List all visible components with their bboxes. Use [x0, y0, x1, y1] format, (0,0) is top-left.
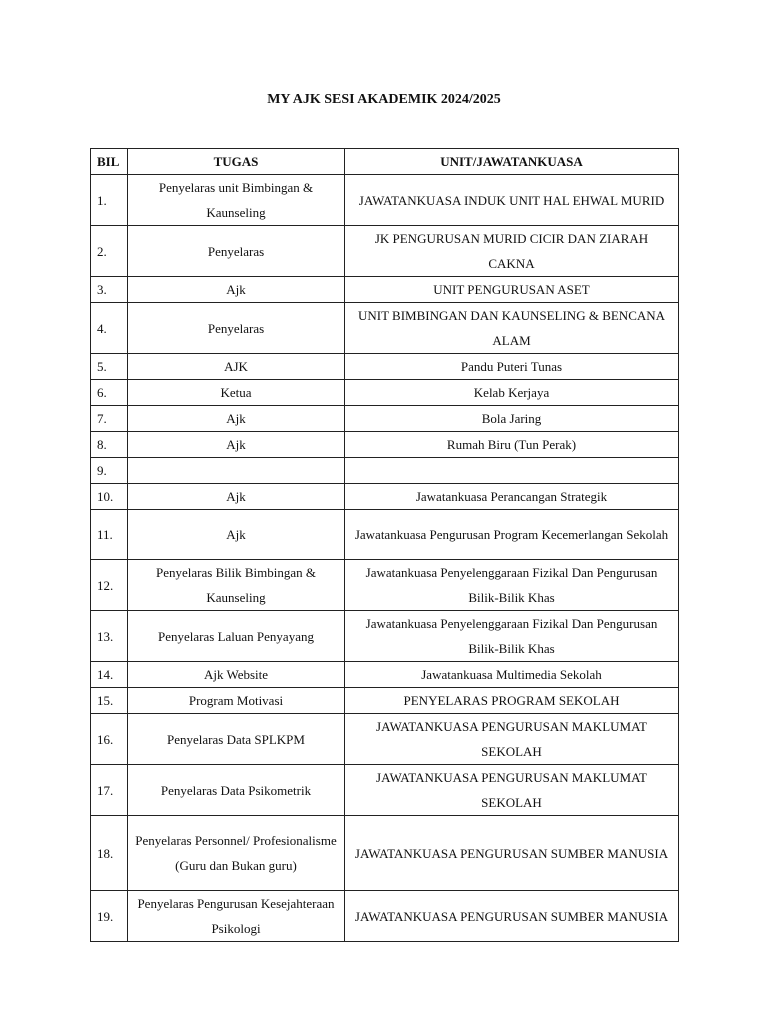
cell-tugas: Ajk	[128, 406, 345, 432]
cell-bil: 7.	[91, 406, 128, 432]
cell-bil: 16.	[91, 714, 128, 765]
cell-bil: 4.	[91, 303, 128, 354]
table-row	[91, 175, 679, 226]
table-row	[91, 484, 679, 510]
table-row	[91, 277, 679, 303]
table-row	[91, 611, 679, 662]
cell-bil: 2.	[91, 226, 128, 277]
cell-unit: JAWATANKUASA INDUK UNIT HAL EHWAL MURID	[345, 175, 679, 226]
cell-bil: 5.	[91, 354, 128, 380]
cell-bil: 8.	[91, 432, 128, 458]
cell-tugas: Penyelaras Data Psikometrik	[128, 765, 345, 816]
table-row	[91, 714, 679, 765]
cell-bil: 18.	[91, 816, 128, 891]
cell-unit: JAWATANKUASA PENGURUSAN MAKLUMAT SEKOLAH	[345, 765, 679, 816]
cell-unit: Kelab Kerjaya	[345, 380, 679, 406]
cell-bil: 1.	[91, 175, 128, 226]
table-row	[91, 226, 679, 277]
cell-tugas: Penyelaras Pengurusan Kesejahteraan Psikologi	[128, 891, 345, 942]
table-row	[91, 432, 679, 458]
table-row	[91, 458, 679, 484]
cell-tugas: Ajk	[128, 484, 345, 510]
ajk-table	[90, 148, 679, 942]
table-row	[91, 560, 679, 611]
cell-bil: 6.	[91, 380, 128, 406]
cell-tugas: Ajk	[128, 277, 345, 303]
document-title: MY AJK SESI AKADEMIK 2024/2025	[267, 92, 501, 107]
cell-bil: 3.	[91, 277, 128, 303]
cell-tugas: AJK	[128, 354, 345, 380]
cell-unit: JK PENGURUSAN MURID CICIR DAN ZIARAH CAKNA	[345, 226, 679, 277]
cell-bil: 15.	[91, 688, 128, 714]
table-row	[91, 891, 679, 942]
table-row	[91, 816, 679, 891]
cell-tugas: Penyelaras Laluan Penyayang	[128, 611, 345, 662]
cell-bil: 12.	[91, 560, 128, 611]
cell-tugas: Ajk	[128, 432, 345, 458]
table-row	[91, 406, 679, 432]
header-unit: UNIT/JAWATANKUASA	[345, 149, 679, 175]
cell-tugas: Penyelaras unit Bimbingan & Kaunseling	[128, 175, 345, 226]
table-row	[91, 354, 679, 380]
cell-tugas: Penyelaras Personnel/ Profesionalisme (Guru dan Bukan guru)	[128, 816, 345, 891]
cell-unit: Jawatankuasa Penyelenggaraan Fizikal Dan Pengurusan Bilik-Bilik Khas	[345, 611, 679, 662]
cell-tugas: Penyelaras Bilik Bimbingan & Kaunseling	[128, 560, 345, 611]
cell-tugas: Program Motivasi	[128, 688, 345, 714]
header-tugas: TUGAS	[128, 149, 345, 175]
cell-tugas: Ketua	[128, 380, 345, 406]
cell-unit: Jawatankuasa Penyelenggaraan Fizikal Dan Pengurusan Bilik-Bilik Khas	[345, 560, 679, 611]
table-row	[91, 688, 679, 714]
cell-unit: PENYELARAS PROGRAM SEKOLAH	[345, 688, 679, 714]
cell-bil: 11.	[91, 510, 128, 560]
table-header-row	[91, 149, 679, 175]
cell-unit: Jawatankuasa Multimedia Sekolah	[345, 662, 679, 688]
cell-bil: 10.	[91, 484, 128, 510]
cell-tugas: Penyelaras	[128, 303, 345, 354]
cell-unit: UNIT PENGURUSAN ASET	[345, 277, 679, 303]
cell-tugas: Penyelaras Data SPLKPM	[128, 714, 345, 765]
cell-unit: Pandu Puteri Tunas	[345, 354, 679, 380]
header-bil: BIL	[91, 149, 128, 175]
cell-unit: JAWATANKUASA PENGURUSAN SUMBER MANUSIA	[345, 891, 679, 942]
table-row	[91, 662, 679, 688]
cell-bil: 9.	[91, 458, 128, 484]
cell-tugas: Penyelaras	[128, 226, 345, 277]
table-row	[91, 765, 679, 816]
cell-unit: Bola Jaring	[345, 406, 679, 432]
table-row	[91, 510, 679, 560]
cell-bil: 17.	[91, 765, 128, 816]
cell-tugas: Ajk Website	[128, 662, 345, 688]
table-row	[91, 303, 679, 354]
cell-unit	[345, 458, 679, 484]
cell-unit: JAWATANKUASA PENGURUSAN MAKLUMAT SEKOLAH	[345, 714, 679, 765]
cell-unit: Rumah Biru (Tun Perak)	[345, 432, 679, 458]
cell-unit: JAWATANKUASA PENGURUSAN SUMBER MANUSIA	[345, 816, 679, 891]
cell-tugas: Ajk	[128, 510, 345, 560]
cell-unit: Jawatankuasa Perancangan Strategik	[345, 484, 679, 510]
cell-unit: Jawatankuasa Pengurusan Program Kecemerlangan Sekolah	[345, 510, 679, 560]
cell-tugas	[128, 458, 345, 484]
table-row	[91, 380, 679, 406]
cell-bil: 19.	[91, 891, 128, 942]
cell-bil: 14.	[91, 662, 128, 688]
cell-bil: 13.	[91, 611, 128, 662]
cell-unit: UNIT BIMBINGAN DAN KAUNSELING & BENCANA ALAM	[345, 303, 679, 354]
